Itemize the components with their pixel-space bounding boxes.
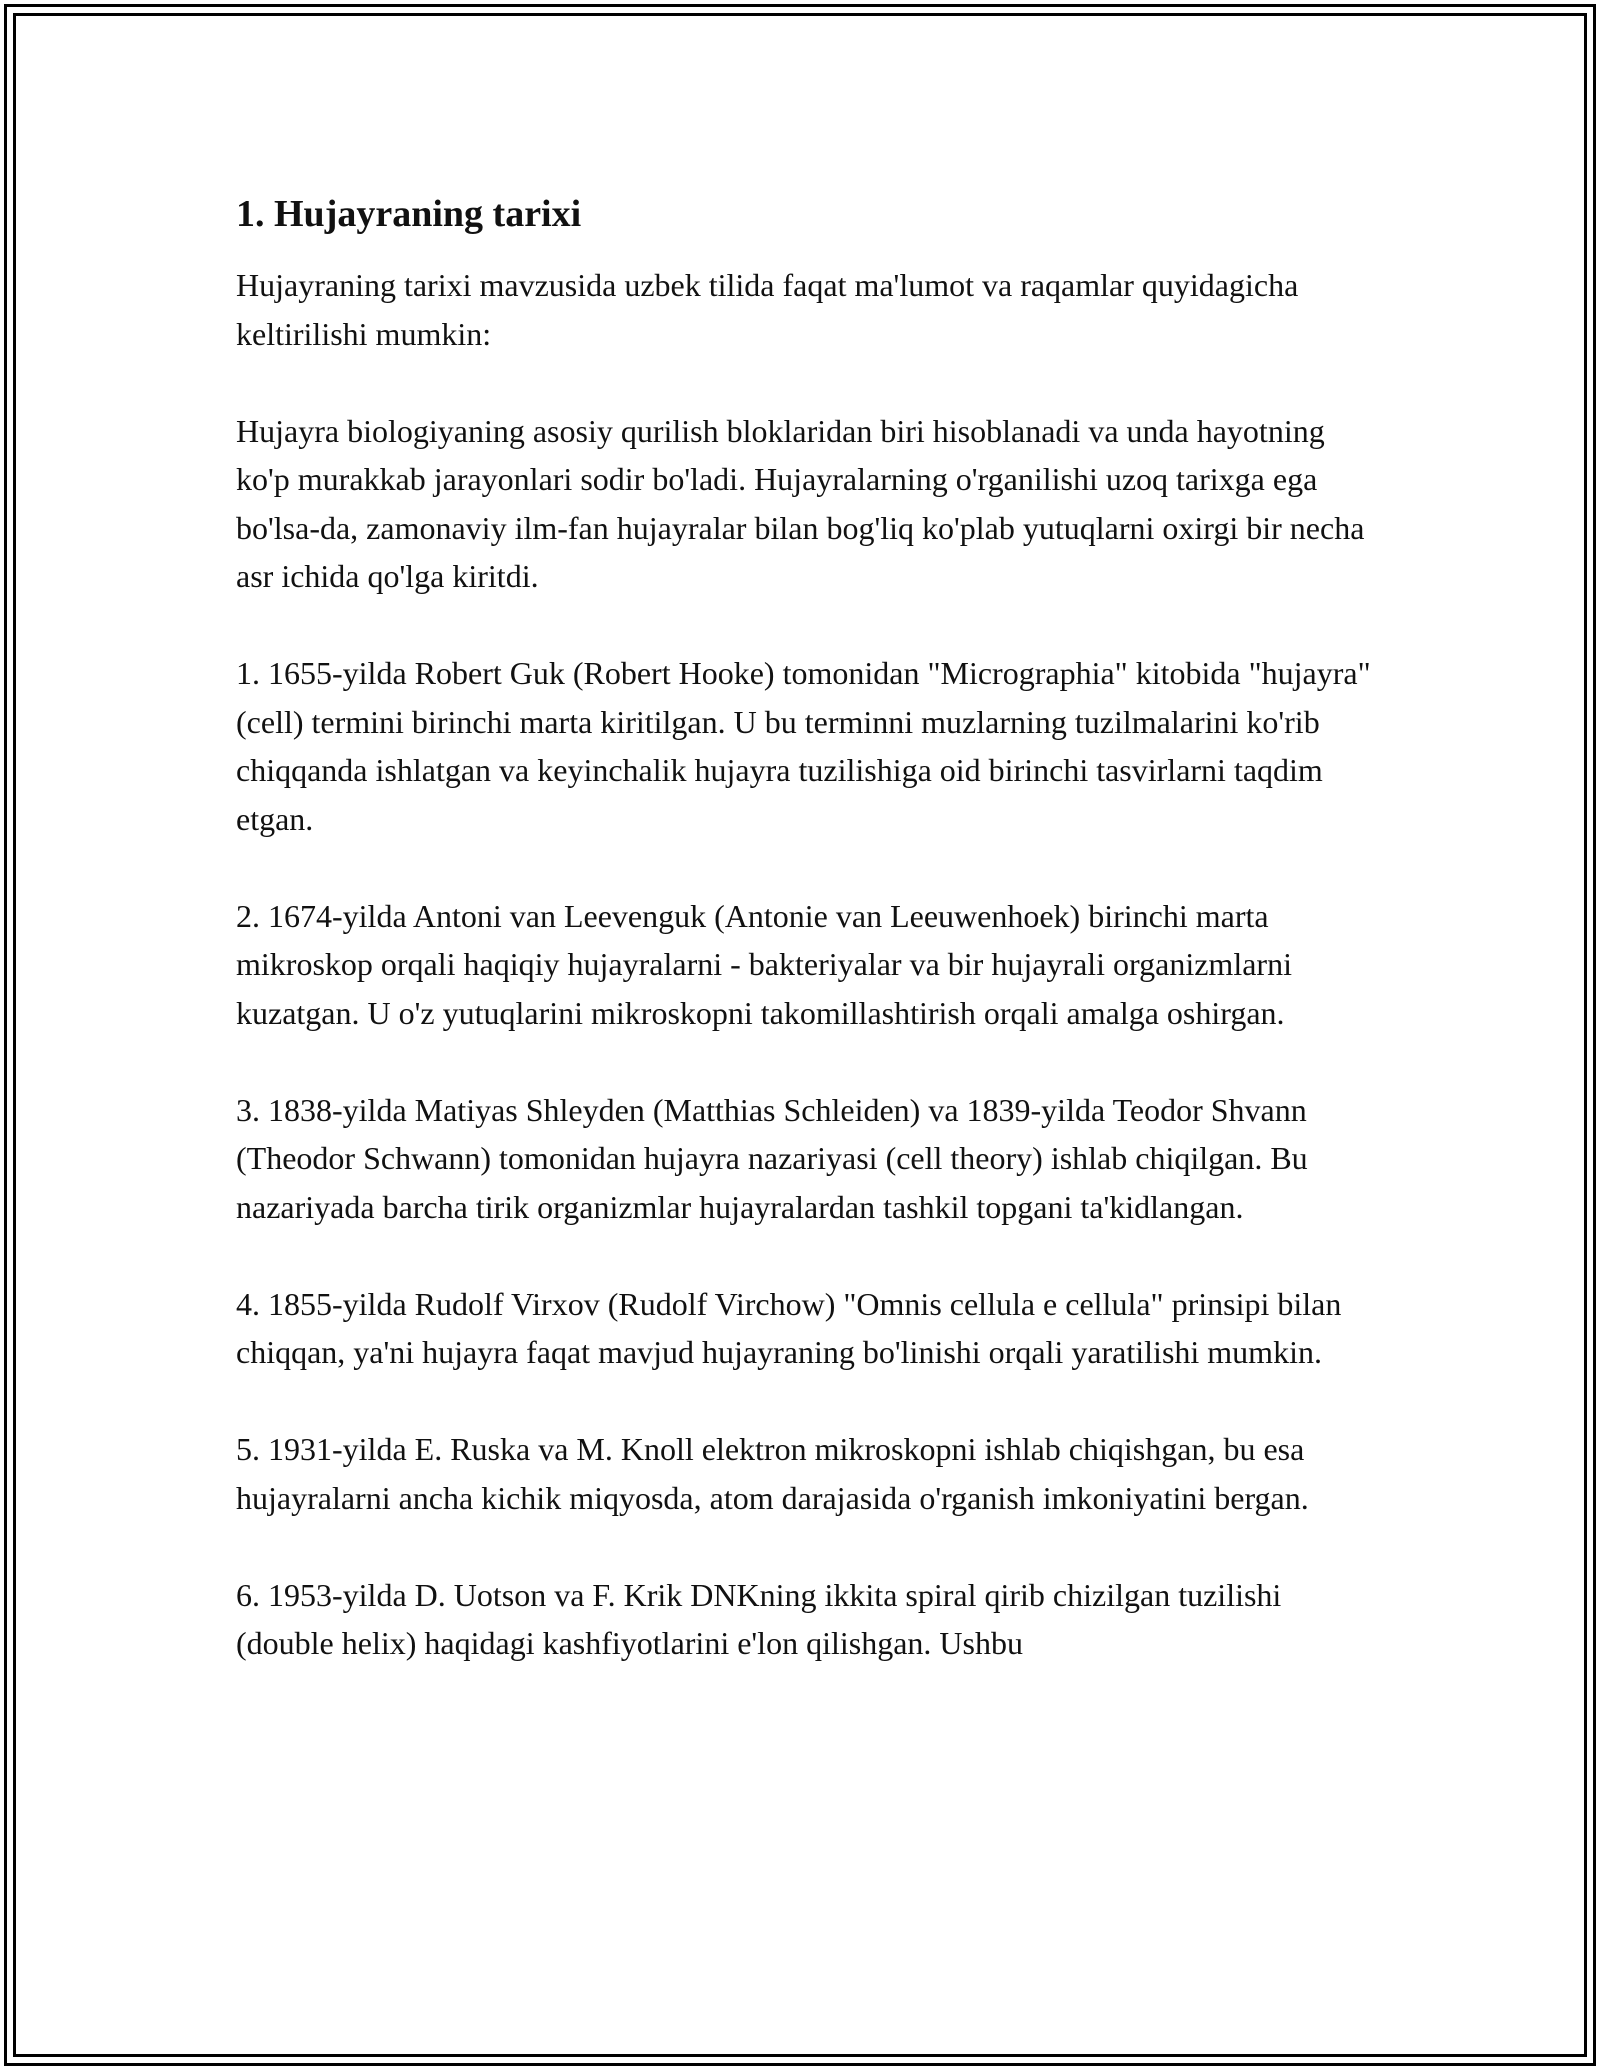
history-item-1838: 3. 1838-yilda Matiyas Shleyden (Matthias Schleiden) va 1839-yilda Teodor Shvann (Theodor Schwann) tomonidan hujayra nazariyasi (cell theory) ishlab chiqilgan. Bu nazariyada barcha tirik organizmlar hujayralardan tashkil topgani ta'kidlangan. xyxy=(236,1091,1308,1225)
document-body xyxy=(236,185,1376,1716)
history-item-1655: 1. 1655-yilda Robert Guk (Robert Hooke) tomonidan "Micrographia" kitobida "hujayra" (cell) termini birinchi marta kiritilgan. U bu terminni muzlarning tuzilmalarini ko'rib chiqqanda ishlatgan va keyinchalik hujayra tuzilishiga oid birinchi tasvirlarni taqdim etgan. xyxy=(236,655,1371,837)
history-item-1953: 6. 1953-yilda D. Uotson va F. Krik DNKning ikkita spiral qirib chizilgan tuzilishi (double helix) haqidagi kashfiyotlarini e'lon qilishgan. Ushbu xyxy=(236,1576,1282,1661)
intro-paragraph: Hujayraning tarixi mavzusida uzbek tilida faqat ma'lumot va raqamlar quyidagicha keltirilishi mumkin: xyxy=(236,267,1299,352)
history-item-1855: 4. 1855-yilda Rudolf Virxov (Rudolf Virchow) "Omnis cellula e cellula" prinsipi bilan chiqqan, ya'ni hujayra faqat mavjud hujayraning bo'linishi orqali yaratilishi mumkin. xyxy=(236,1285,1342,1370)
document-title: 1. Hujayraning tarixi xyxy=(236,193,582,235)
history-item-1674: 2. 1674-yilda Antoni van Leevenguk (Antonie van Leeuwenhoek) birinchi marta mikroskop orqali haqiqiy hujayralarni - bakteriyalar va bir hujayrali organizmlarni kuzatgan. U o'z yutuqlarini mikroskopni takomillashtirish orqali amalga oshirgan. xyxy=(236,897,1292,1031)
overview-paragraph: Hujayra biologiyaning asosiy qurilish bloklaridan biri hisoblanadi va unda hayotning ko'p murakkab jarayonlari sodir bo'ladi. Hujayralarning o'rganilishi uzoq tarixga ega bo'lsa-da, zamonaviy ilm-fan hujayralar bilan bog'liq ko'plab yutuqlarni oxirgi bir necha asr ichida qo'lga kiritdi. xyxy=(236,412,1365,594)
history-item-1931: 5. 1931-yilda E. Ruska va M. Knoll elektron mikroskopni ishlab chiqishgan, bu esa hujayralarni ancha kichik miqyosda, atom darajasida o'rganish imkoniyatini bergan. xyxy=(236,1431,1309,1516)
